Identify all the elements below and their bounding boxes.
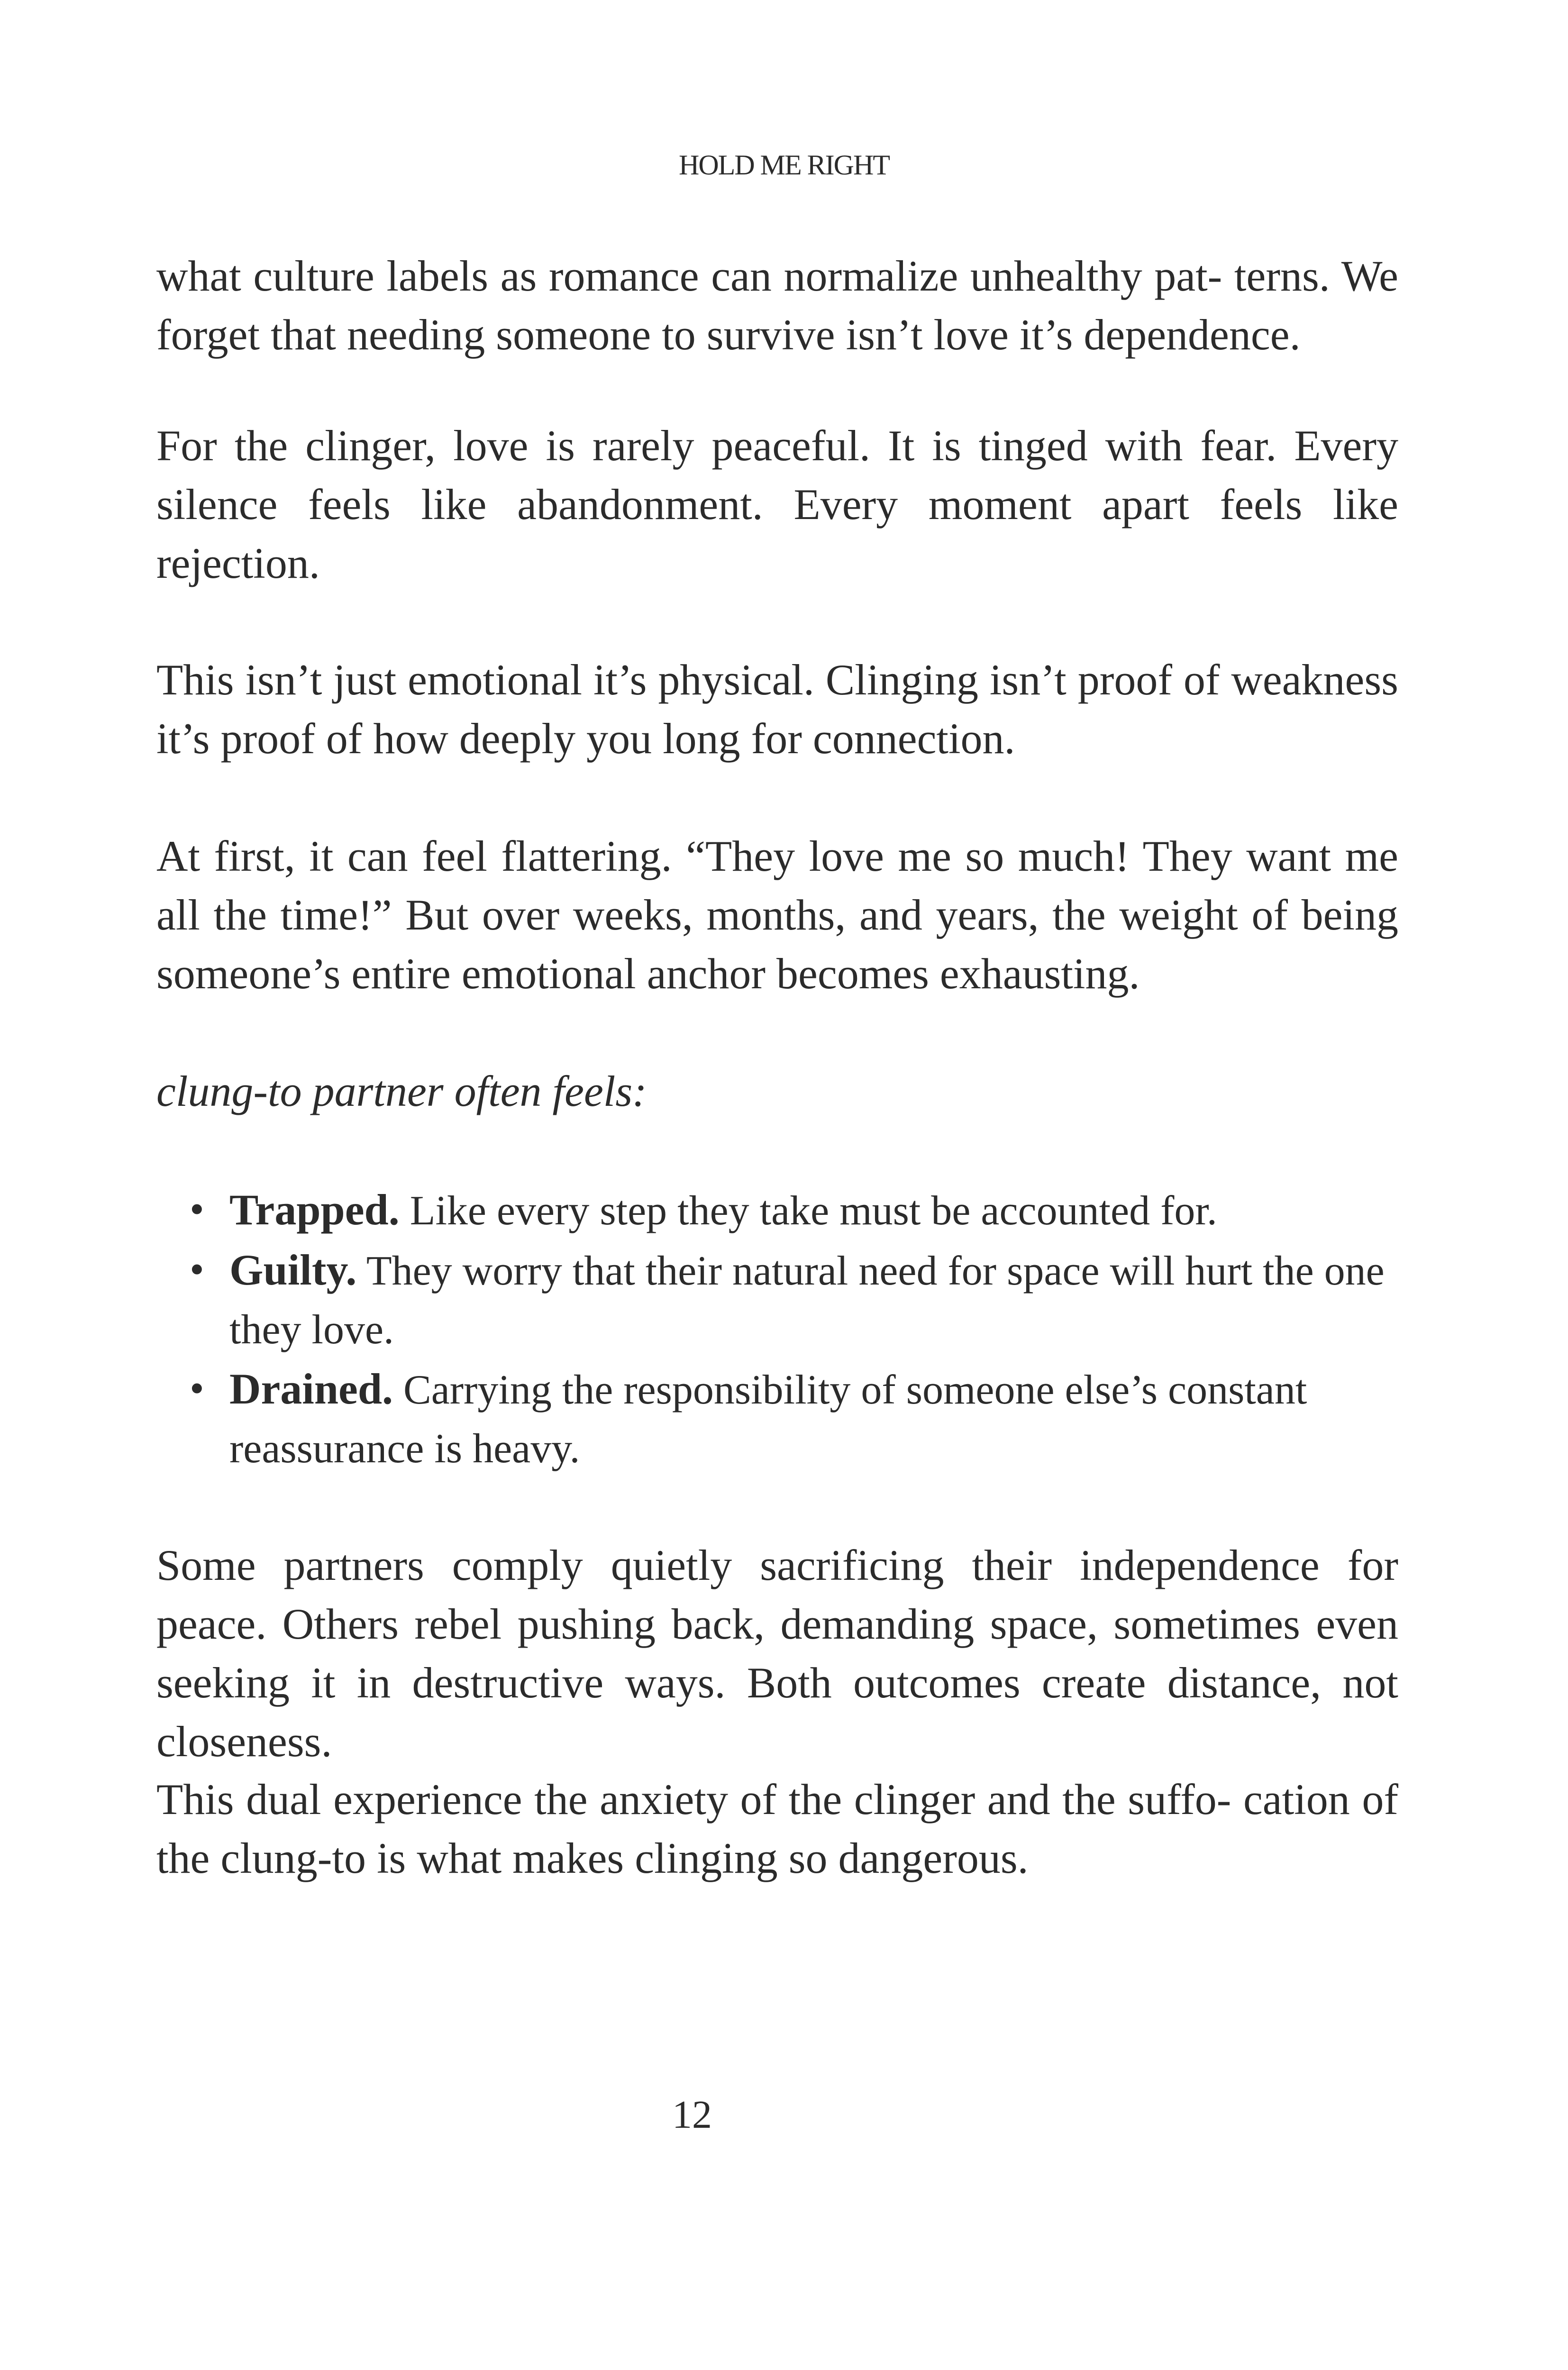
bullet-dot-icon: • — [190, 1366, 204, 1412]
paragraph-5: Some partners comply quietly sacrificing their independence for peace. Others rebel pushing back, demanding space, sometimes even seeking it in destructive ways. Both outcomes create distance, not closeness. — [156, 1541, 1398, 1766]
bullet-dot-icon: • — [190, 1186, 204, 1232]
bullet-term: Drained. — [229, 1365, 393, 1413]
paragraph-6: This dual experience the anxiety of the clinger and the suffo- cation of the clung-to is what makes clinging so dangerous. — [156, 1775, 1398, 1882]
paragraph-4: At first, it can feel flattering. “They love me so much! They want me all the time!” But over weeks, months, and years, the weight of being someone’s entire emotional anchor becomes exhausting. — [156, 832, 1398, 998]
bullet-item-drained — [190, 1359, 1398, 1478]
paragraph-2: For the clinger, love is rarely peaceful. It is tinged with fear. Every silence feels like abandonment. Every moment apart feels like rejection. — [156, 421, 1398, 587]
bullet-list — [190, 1180, 1398, 1478]
page-number: 12 — [672, 2093, 712, 2137]
bullet-term: Guilty. — [229, 1246, 357, 1294]
bullet-term: Trapped. — [229, 1185, 400, 1234]
bullet-text: Like every step they take must be accounted for. — [410, 1188, 1217, 1234]
bullet-text: They worry that their natural need for space will hurt the one they love. — [229, 1248, 1385, 1353]
bullet-item-trapped — [190, 1180, 1398, 1240]
running-head: HOLD ME RIGHT — [679, 149, 889, 181]
bullet-item-guilty — [190, 1240, 1398, 1359]
bullet-text: Carrying the responsibility of someone else’s constant reassurance is heavy. — [229, 1367, 1307, 1472]
paragraph-3: This isn’t just emotional it’s physical. Clinging isn’t proof of weakness it’s proof of how deeply you long for connection. — [156, 656, 1398, 763]
paragraph-1: what culture labels as romance can normalize unhealthy pat- terns. We forget that needing someone to survive isn’t love it’s dependence. — [156, 252, 1398, 359]
italic-lead-in: clung-to partner often feels: — [156, 1067, 647, 1115]
bullet-dot-icon: • — [190, 1247, 204, 1293]
